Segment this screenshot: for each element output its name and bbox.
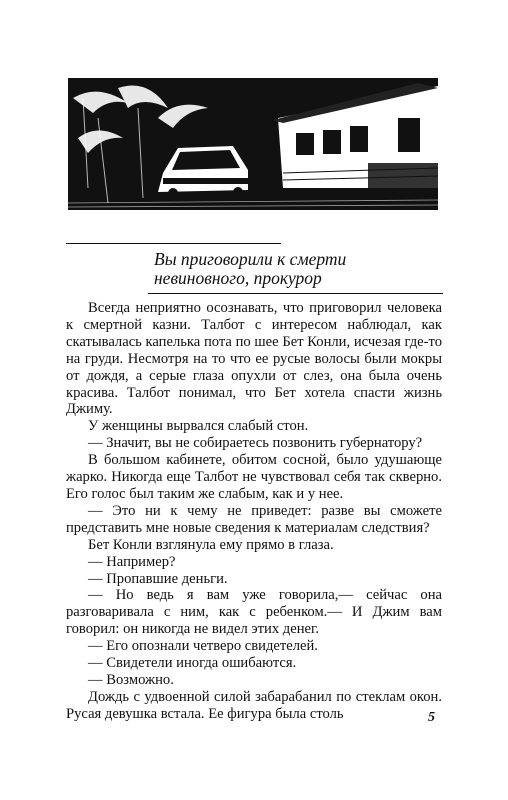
house-car-illustration [68,78,438,210]
body-text [66,300,442,723]
paragraph: Дождь с удвоенной силой забарабанил по стеклам окон. Русая девушка встала. Ее фигура была столь [66,688,442,722]
paragraph: У женщины вырвался слабый стон. [88,418,309,435]
paragraph: — Пропавшие деньги. [88,570,228,587]
paragraph: — Свидетели иногда ошибаются. [88,655,297,672]
paragraph: — Возможно. [88,671,174,688]
paragraph: — Значит, вы не собираетесь позвонить губернатору? [88,435,423,452]
heading-top-rule [66,243,281,244]
chapter-title [154,250,444,288]
heading-bottom-rule [148,293,443,294]
chapter-title-line-1: Вы приговорили к смерти [154,249,347,269]
paragraph: Бет Конли взглянула ему прямо в глаза. [88,536,334,553]
chapter-illustration [68,78,438,210]
paragraph: — Но ведь я вам уже говорила,— сейчас она разговаривала с ним, как с ребенком.— И Джим вам говорил: он никогда не видел этих денег. [66,587,442,638]
paragraph: — Например? [88,553,176,570]
page-number: 5 [428,710,435,725]
paragraph: Всегда неприятно осознавать, что приговорил человека к смертной казни. Талбот с интересом наблюдал, как скатывалась капелька пота по шее Бет Конли, исчезая где-то на груди. Несмотря на то что ее русые волосы были мокры от дождя, а серые глаза опухли от слез, она была очень красива. Талбот понимал, что Бет хотела спасти жизнь Джиму. [66,300,442,418]
paragraph: — Его опознали четверо свидетелей. [88,638,318,655]
paragraph: В большом кабинете, обитом сосной, было удушающе жарко. Никогда еще Талбот не чувствовал себя так скверно. Его голос был таким же слабым, как и у нее. [66,452,442,502]
chapter-title-line-2: невиновного, прокурор [154,268,322,288]
paragraph: — Это ни к чему не приведет: разве вы сможете представить мне новые сведения к материалам следствия? [66,502,442,536]
